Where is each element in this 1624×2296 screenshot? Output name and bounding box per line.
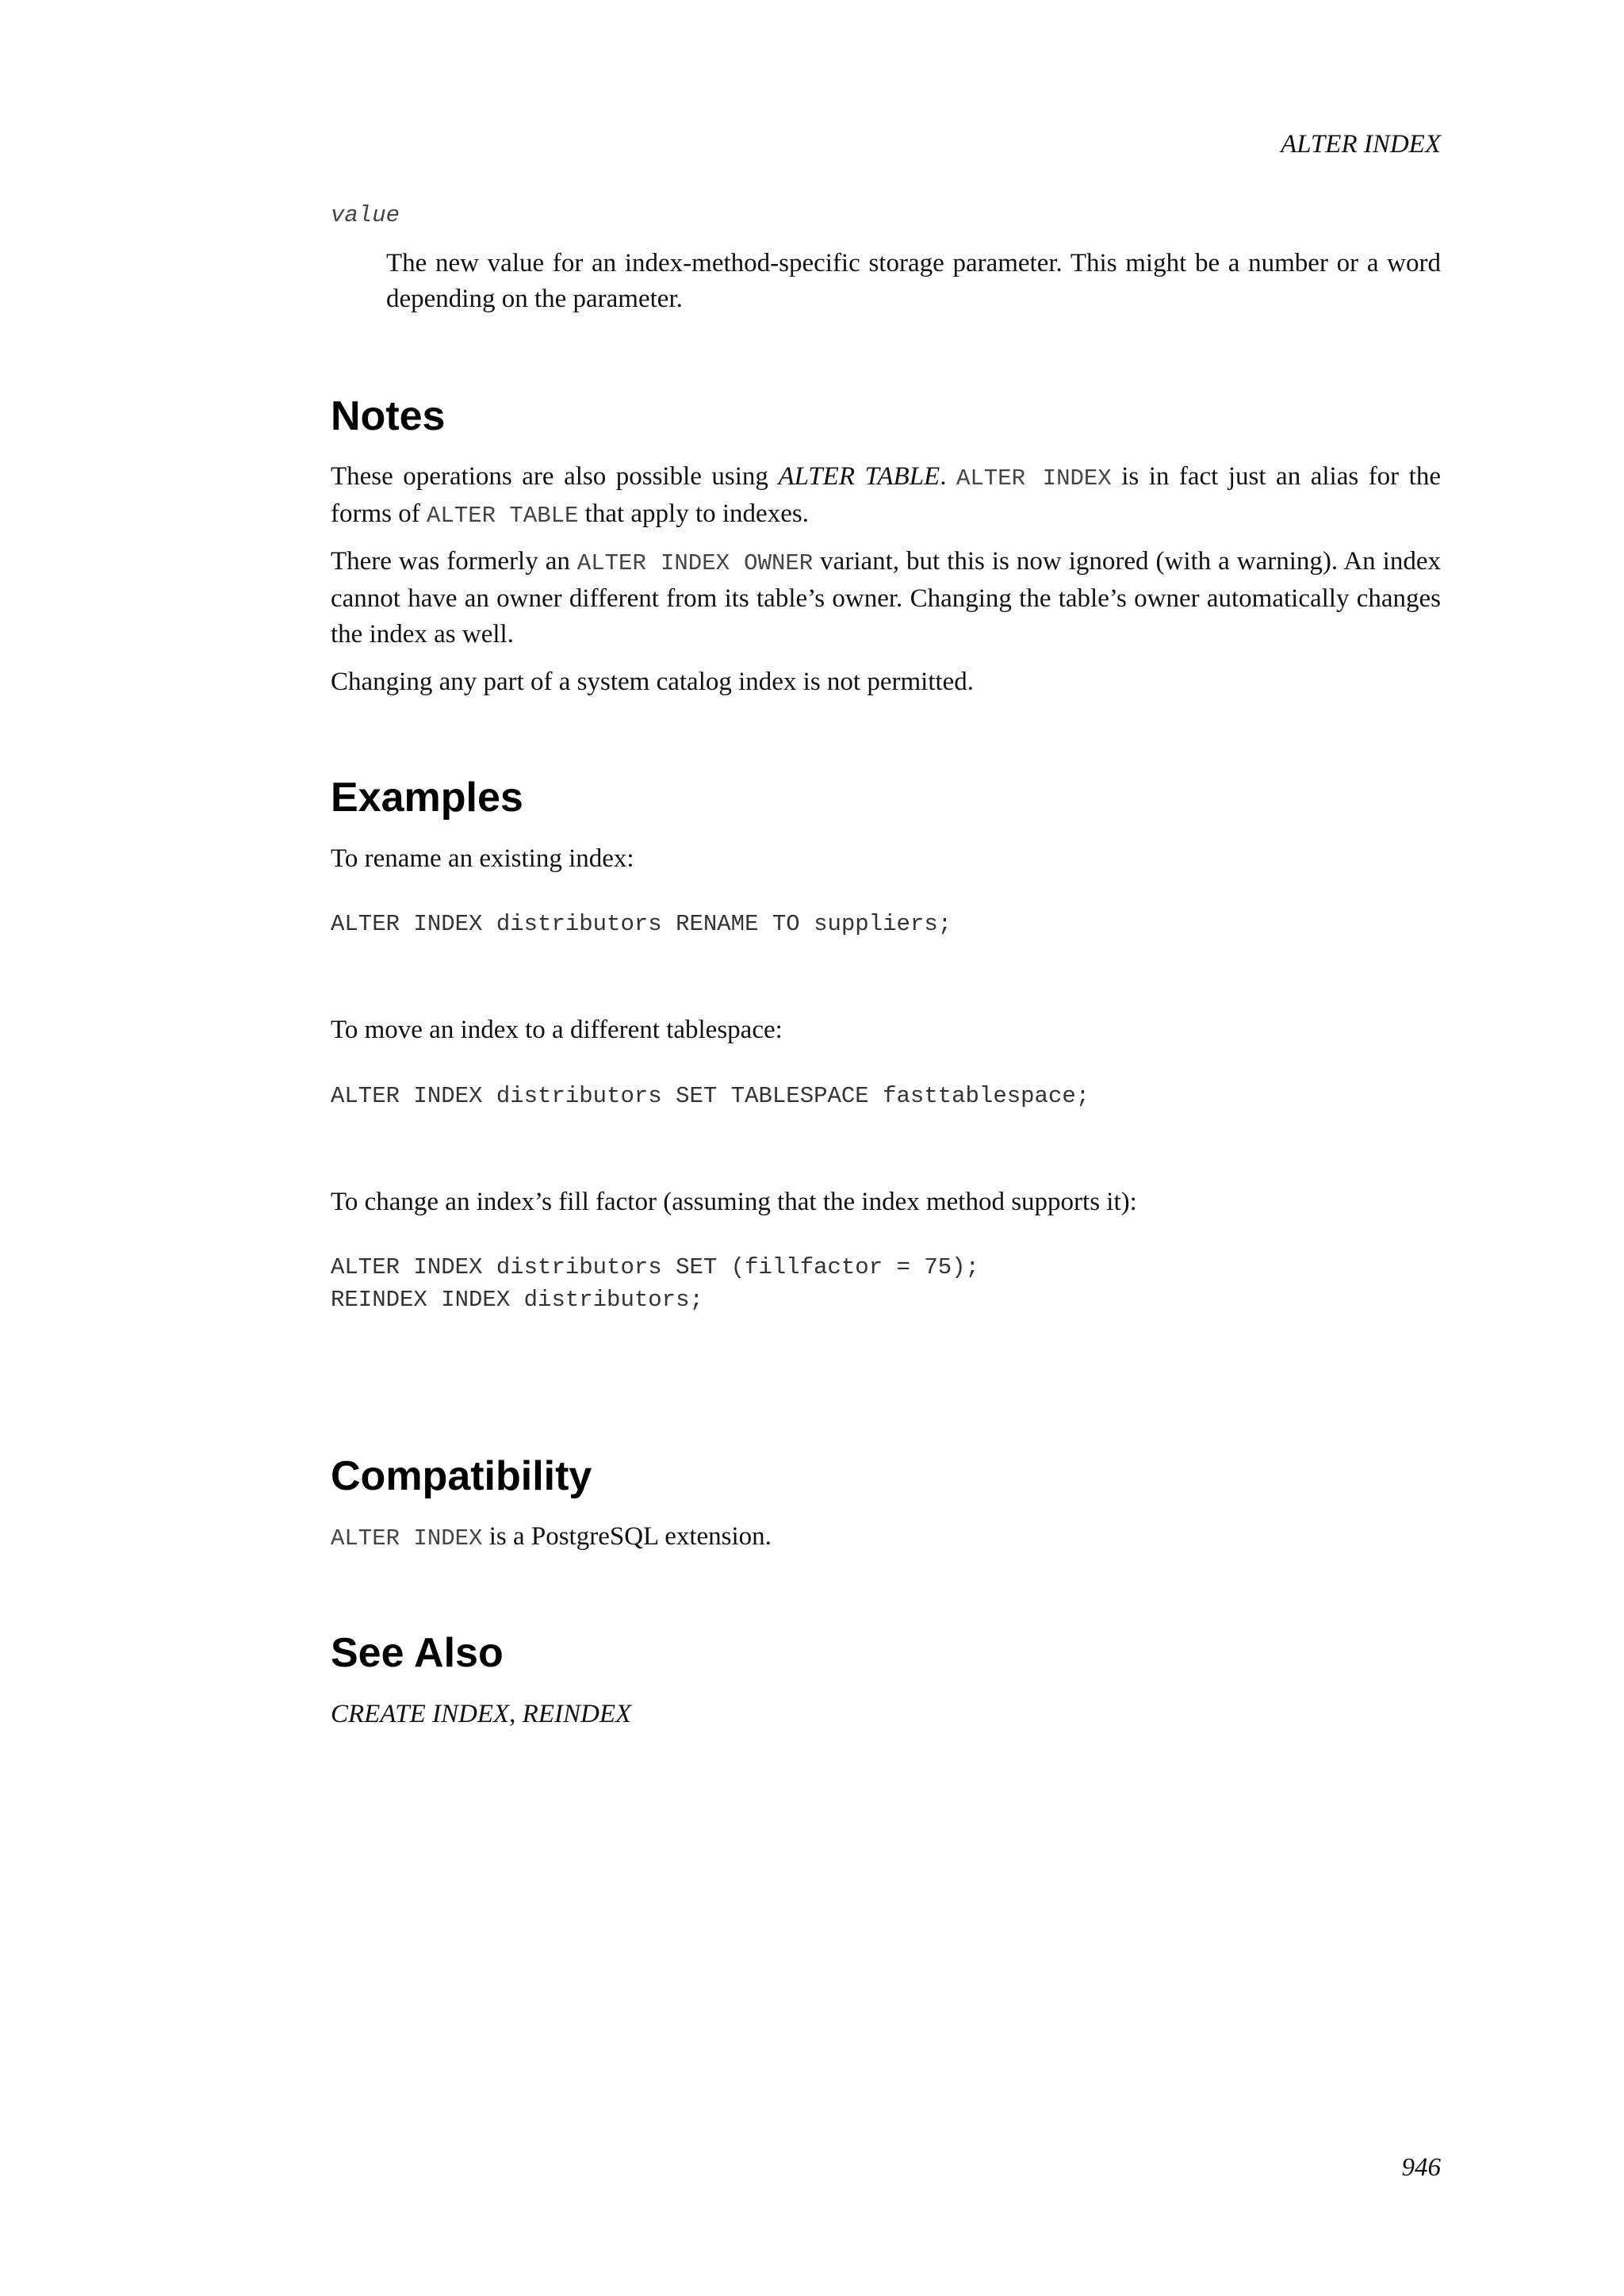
alter-table-link[interactable]: ALTER TABLE: [778, 462, 940, 491]
reindex-link[interactable]: REINDEX: [522, 1700, 632, 1728]
example-1-code: ALTER INDEX distributors RENAME TO suppliers;: [331, 911, 952, 937]
see-also-heading: See Also: [331, 1630, 504, 1676]
notes-p1-text-b: .: [940, 462, 956, 491]
notes-p2-text-b: variant, but this is now ignored (with a warning). An index cannot have an owner different from its table’s owner. Changing the table’s owner automatically changes the index as well.: [331, 547, 1441, 649]
notes-paragraph-2: [331, 544, 1441, 652]
notes-p1-code-alter-index: ALTER INDEX: [956, 465, 1112, 492]
example-3-code: ALTER INDEX distributors SET (fillfactor = 75); REINDEX INDEX distributors;: [331, 1254, 979, 1313]
document-page: [331, 0, 1441, 2296]
notes-heading: Notes: [331, 393, 446, 439]
page-number: 946: [1401, 2153, 1441, 2182]
notes-p2-code: ALTER INDEX OWNER: [576, 550, 814, 576]
compatibility-text: is a PostgreSQL extension.: [482, 1522, 772, 1551]
running-header: ALTER INDEX: [1281, 130, 1441, 159]
example-3-text: To change an index’s fill factor (assuming that the index method supports it):: [331, 1188, 1137, 1216]
create-index-link[interactable]: CREATE INDEX: [331, 1700, 510, 1728]
example-2-text: To move an index to a different tablespace:: [331, 1016, 783, 1044]
notes-p1-text-c: is in fact just an alias for the forms of: [331, 462, 1441, 528]
compatibility-heading: Compatibility: [331, 1453, 592, 1499]
notes-p1-code-alter-table: ALTER TABLE: [426, 503, 579, 529]
compatibility-code: ALTER INDEX: [331, 1525, 483, 1552]
notes-p2-text-a: There was formerly an: [331, 547, 577, 576]
notes-paragraph-1: [331, 459, 1441, 534]
see-also-separator: ,: [509, 1700, 523, 1728]
parameter-term: value: [331, 202, 400, 228]
notes-p1-text-a: These operations are also possible using: [331, 462, 779, 491]
notes-p1-text-d: that apply to indexes.: [578, 499, 809, 528]
compatibility-paragraph: [331, 1519, 1441, 1556]
parameter-description: The new value for an index-method-specific storage parameter. This might be a number or a word depending on the parameter.: [386, 249, 1441, 313]
example-1-text: To rename an existing index:: [331, 844, 634, 873]
examples-heading: Examples: [331, 775, 523, 821]
example-2-code: ALTER INDEX distributors SET TABLESPACE fasttablespace;: [331, 1083, 1090, 1109]
see-also-links: [331, 1697, 1441, 1732]
notes-paragraph-3: Changing any part of a system catalog index is not permitted.: [331, 668, 975, 696]
